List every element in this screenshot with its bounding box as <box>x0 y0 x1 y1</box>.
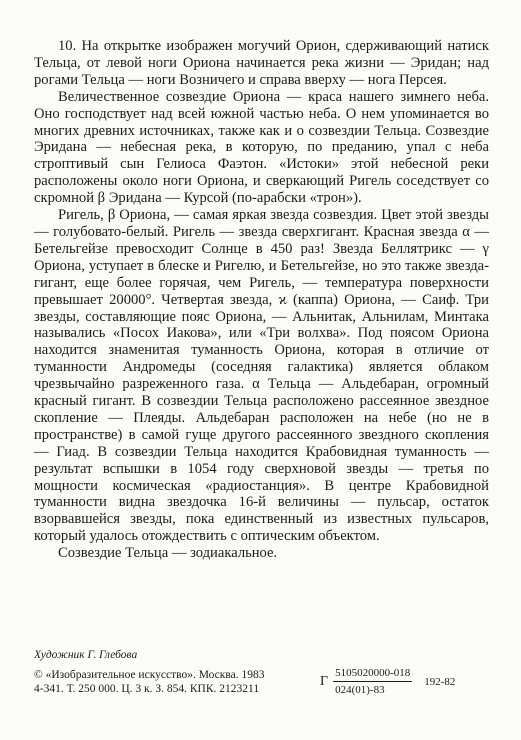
paragraph-rigel: Ригель, β Ориона, — самая яркая звезда созвездия. Цвет этой звезды — голубовато-белый. Ригель — звезда сверхгигант. Красная звезда α — Бетельгейзе превосходит Солнце в 450 раз! Звезда Беллятрикс — γ Ориона, уступает в блеске и Ригелю, и Бетельгейзе, но это также звезда-гигант, еще более горячая, чем Ригель, — температура поверхности превышает 20000°. Четвертая звезда, ϰ (каппа) Ориона, — Саиф. Три звезды, составляющие пояс Ориона, — Альнитак, Альнилам, Минтака назывались «Посох Иакова», или «Три волхва». Под поясом Ориона находится знаменитая туманность Ориона, которая в отличие от туманности Андромеды (соседняя галактика) является облаком чрезвычайно разреженного газа. α Тельца — Альдебаран, огромный красный гигант. В созвездии Тельца расположено рассеянное звездное скопление — Плеяды. Альдебаран расположен на небе (но не в пространстве) в самой гуще другого рассеянного звездного скопления — Гиад. В созвездии Тельца находится Крабовидная туманность — результат вспышки в 1054 году сверхновой звезды — третья по мощности космическая «радиостанция». В центре Крабовидной туманности видна звездочка 16-й величины — пульсар, остаток взорвавшейся звезды, пока единственный из известных пульсаров, который удалось отождествить с оптическим объектом. <box>34 207 489 545</box>
copyright-line: © «Изобразительное искусство». Москва. 1983 <box>34 668 265 681</box>
imprint-footer <box>34 648 494 697</box>
catalog-letter: Г <box>320 673 329 689</box>
body-text <box>34 38 489 562</box>
print-info-line: 4-341. Т. 250 000. Ц. 3 к. З. 854. КПК. 2123211 <box>34 682 260 695</box>
catalog-code-fraction <box>333 666 412 697</box>
imprint-lines <box>34 668 316 696</box>
imprint-row <box>34 666 494 697</box>
paragraph-taurus: Созвездие Тельца — зодиакальное. <box>58 545 278 562</box>
catalog-code-suffix: 192-82 <box>424 675 456 688</box>
catalog-code-denominator: 024(01)-83 <box>335 684 385 696</box>
paragraph-intro: 10. На открытке изображен могучий Орион, сдерживающий натиск Тельца, от левой ноги Ориона начинается река жизни — Эридан; над рогами Тельца — ноги Возничего и справа вверху — нога Персея. <box>34 38 489 88</box>
artist-credit: Художник Г. Глебова <box>34 649 138 661</box>
paragraph-orion: Величественное созвездие Ориона — краса нашего зимнего неба. Оно господствует над всей южной частью неба. О нем упоминается во многих древних источниках, также как и о созвездии Тельца. Созвездие Эридана — небесная река, в которую, по преданию, упал с неба строптивый сын Гелиоса Фаэтон. «Истоки» этой небесной реки расположены около ноги Ориона, и сверкающий Ригель соседствует со скромной β Эридана — Курсой (по-арабски «трон»). <box>34 88 489 207</box>
catalog-code-numerator: 5105020000-018 <box>333 666 412 682</box>
